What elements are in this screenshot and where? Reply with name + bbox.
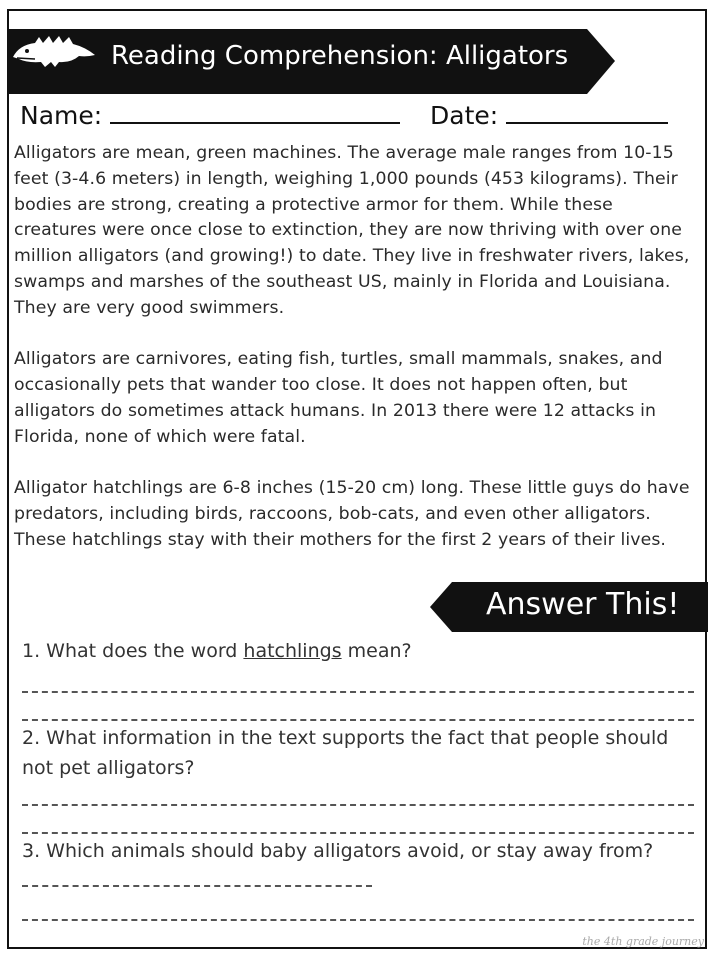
date-label: Date:	[430, 101, 499, 130]
question-2: 2. What information in the text supports the fact that people should not pet alligators?	[22, 727, 669, 779]
title-banner	[9, 29, 615, 94]
question-3-text: 3. Which animals should baby alligators avoid, or stay away from?	[22, 840, 654, 862]
passage-paragraph: Alligator hatchlings are 6-8 inches (15-20 cm) long. These little guys do have predators, including birds, raccoons, bob-cats, and even other alligators. These hatchlings stay with their mothers for the first 2 years of their lives.	[14, 478, 690, 550]
question-1-text-end: mean?	[341, 640, 412, 662]
answer-line[interactable]	[22, 918, 694, 921]
answer-banner	[430, 582, 708, 632]
name-blank[interactable]	[110, 102, 400, 124]
passage-paragraph: Alligators are mean, green machines. The average male ranges from 10-15 feet (3-4.6 meters) in length, weighing 1,000 pounds (453 kilograms). Their bodies are strong, creating a protective armor for them. While these creatures were once close to extinction, they are now thriving with over one million alligators (and growing!) to date. They live in freshwater rivers, lakes, swamps and marshes of the southeast US, mainly in Florida and Louisiana. They are very good swimmers.	[14, 143, 690, 318]
answer-line-inline[interactable]	[22, 869, 372, 887]
passage-paragraph: Alligators are carnivores, eating fish, turtles, small mammals, snakes, and occasionally pets that wander too close. It does not happen often, but alligators do sometimes attack humans. In 2013 there were 12 attacks in Florida, none of which were fatal.	[14, 349, 663, 447]
name-label: Name:	[20, 101, 103, 130]
credit-watermark: the 4th grade journey	[582, 935, 704, 948]
worksheet-title: Reading Comprehension: Alligators	[111, 41, 569, 71]
question-1	[22, 636, 698, 666]
answer-banner-text: Answer This!	[486, 587, 680, 622]
alligator-icon	[9, 29, 99, 71]
question-1-text: 1. What does the word	[22, 640, 244, 662]
date-blank[interactable]	[506, 102, 668, 124]
reading-passage	[14, 141, 700, 580]
question-section	[22, 636, 698, 921]
question-1-term: hatchlings	[243, 640, 342, 662]
name-date-row	[20, 101, 668, 130]
question-3	[22, 836, 694, 896]
